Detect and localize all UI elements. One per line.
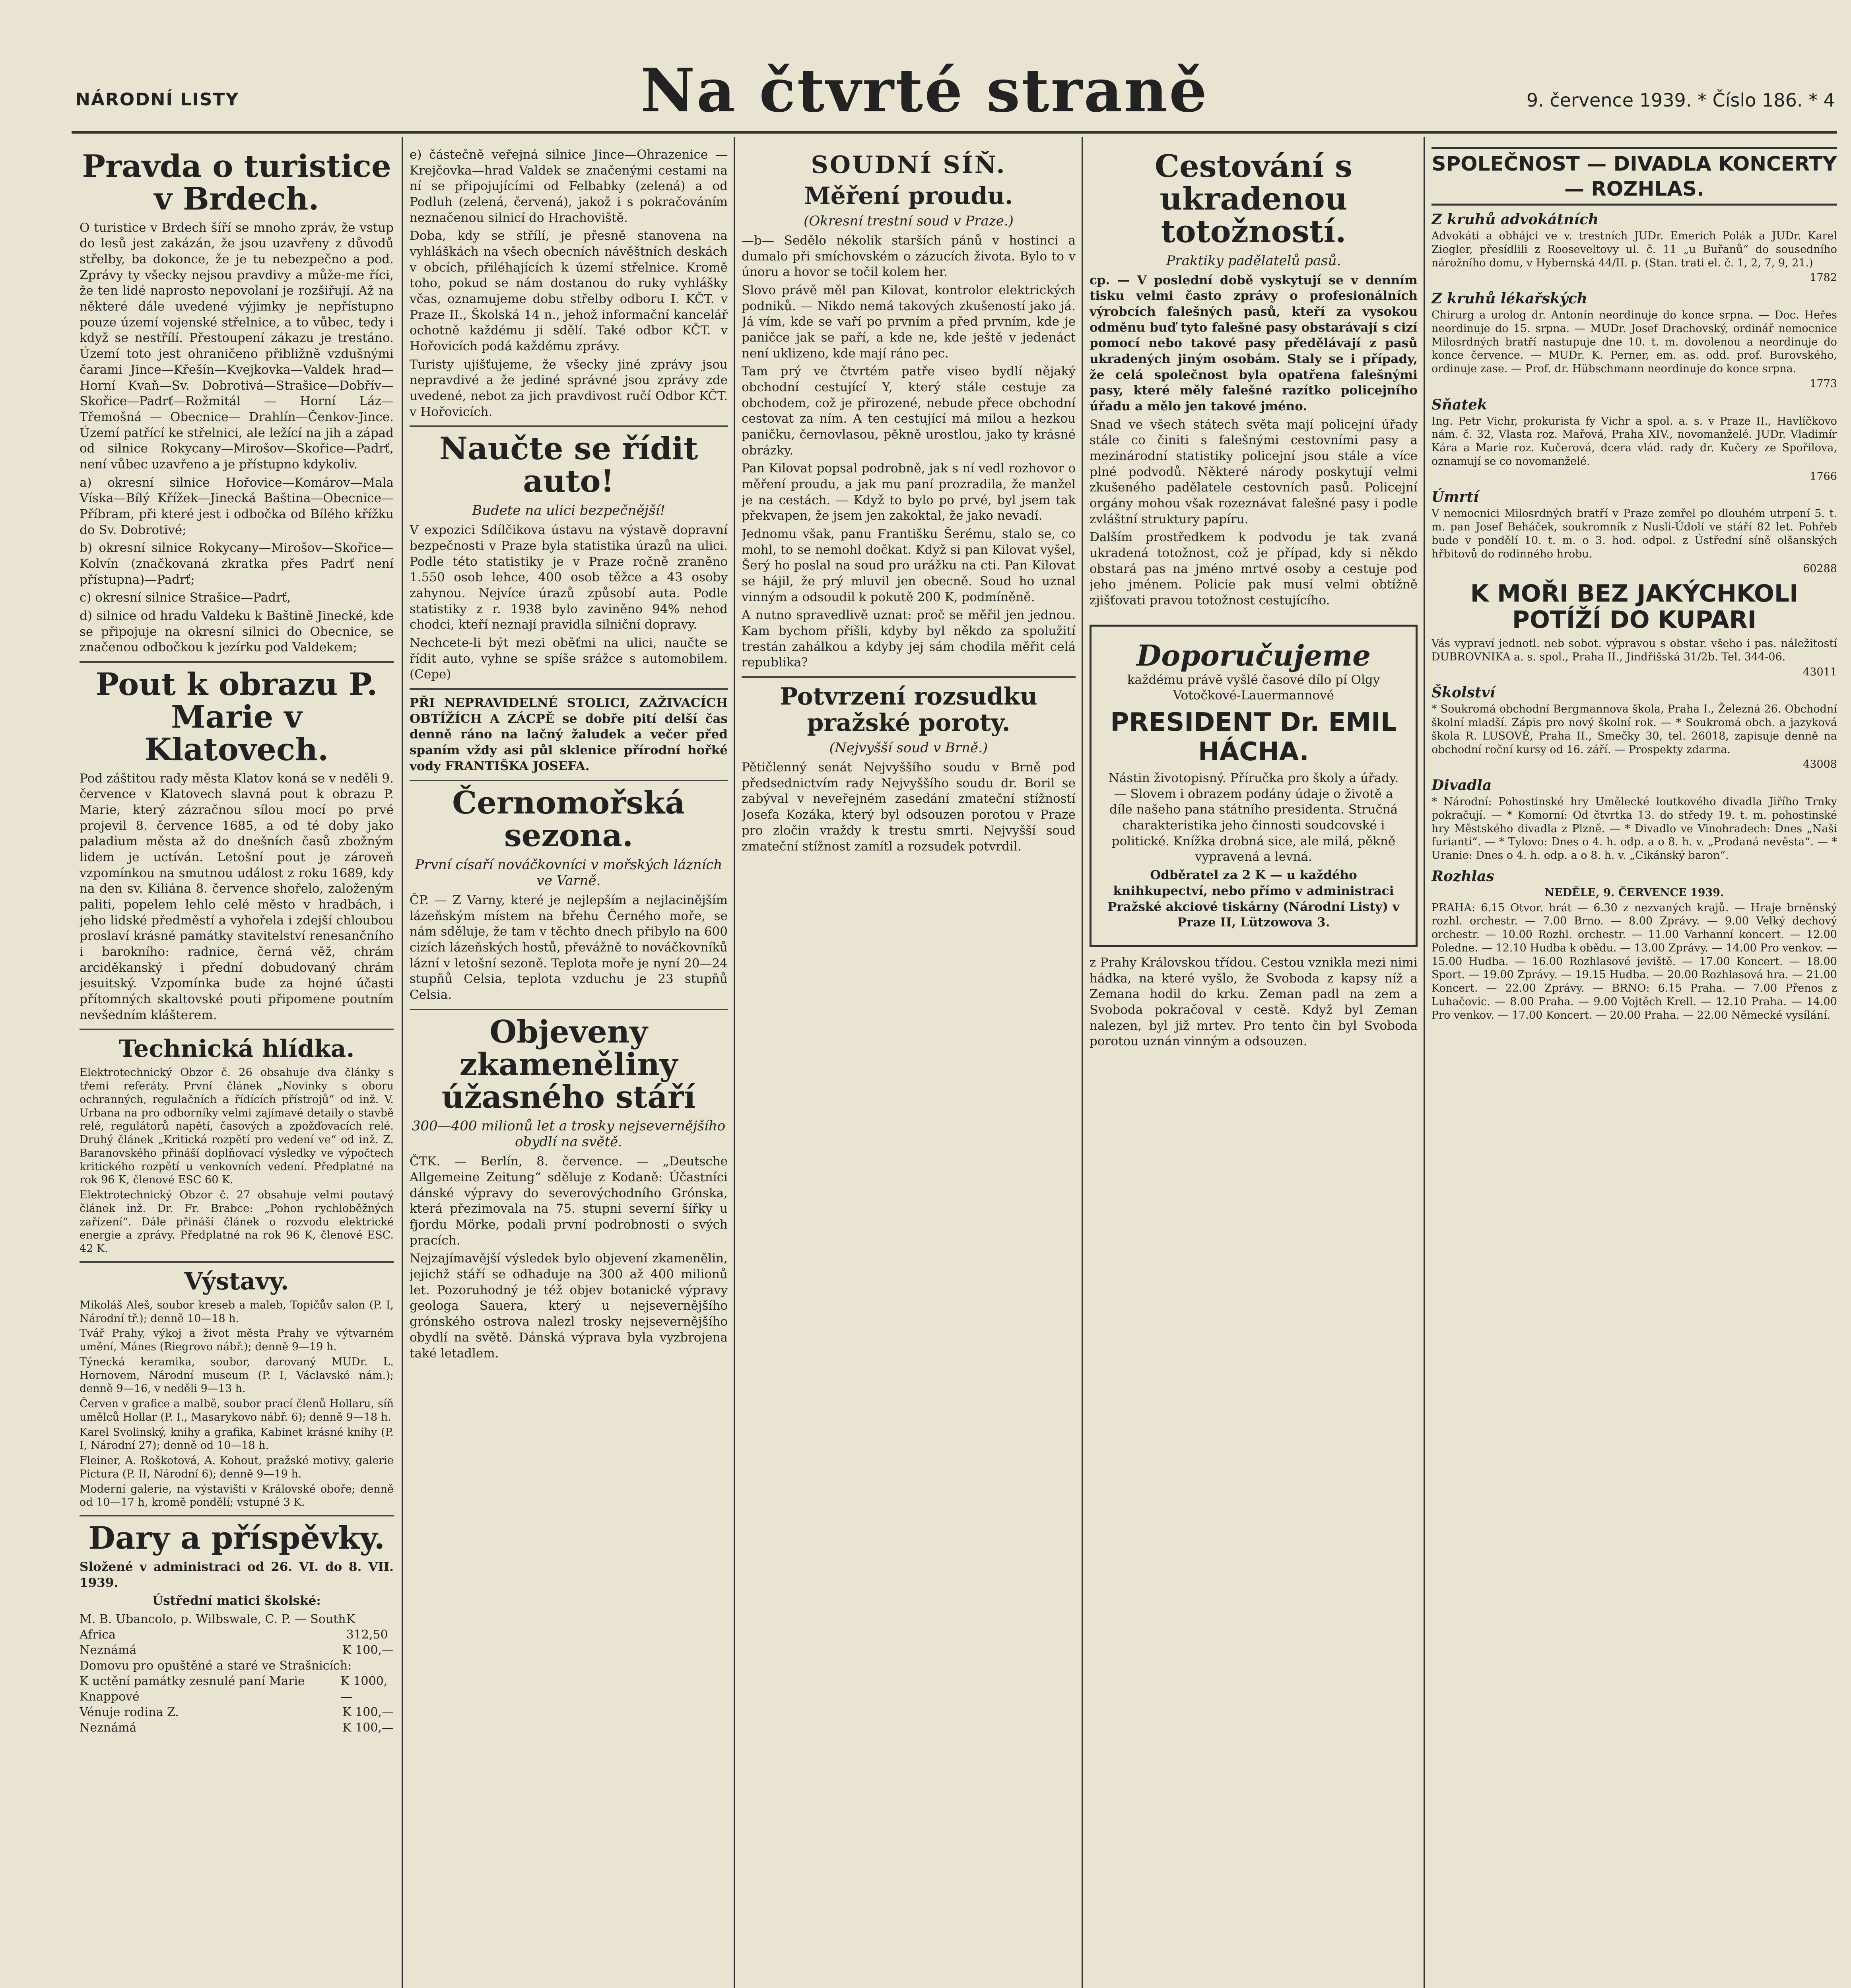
article-text: V expozici Sdílčikova ústavu na výstavě dopravní bezpečnosti v Praze byla statistika úrazů na ulici. Podle této statistiky je v Praze ročně zraněno 1.550 osob lehce, 400 osob těžce a 43 osoby zahynou. Nejvíce úrazů způsobí auta. Podle statistiky z r. 1938 bylo zaviněno 94% nehod chodci, kteří neznají pravidla silniční dopravy.: [410, 523, 728, 632]
article-text: Elektrotechnický Obzor č. 27 obsahuje velmi poutavý článek inž. Dr. Fr. Brabce: „Pohon rychloběžných zařízení“. Dále přináší článek o rozvodu elektrické energie a zprávy. Předplatné na rok 96 K, členové ESC. 42 K.: [80, 1189, 394, 1255]
column-5: [1431, 147, 1837, 1988]
article-text: Tam prý ve čtvrtém patře viseo bydlí nějaký obchodní cestující Y, který stále cestuje za obchodem, což je přirozené, nebude přece obchodní cestovat za ním. A ten cestující má milou a hezkou paničku, černovlasou, pěkně urostlou, jako ty krásné obrázky.: [742, 364, 1076, 458]
article-text: ČP. — Z Varny, které je nejlepším a nejlacinějším lázeňským místem na břehu Černého moře, se nám sděluje, že tam v těchto dnech přibylo na 600 cizích lázeňských hostů, převážně to nováčkovníků lázní v letošní sezoně. Teplota moře je nyní 20—24 stupňů Celsia, teplota vzduchu je 23 stupňů Celsia.: [410, 893, 728, 1002]
ad-text: každému právě vyšlé časové dílo pí Olgy Votočkové-Lauermannové: [1127, 672, 1380, 703]
article-text: z Prahy Královskou třídou. Cestou vznikla mezi nimi hádka, na které vyšlo, že Svoboda z kapsy níž a Zemana hodil do krku. Zeman padl na zem a Svoboda pokračoval v cestě. Když byl Zeman nalezen, byl již mrtev. Pro tento čin byl Svoboda porotou uznán vinným a odsouzen.: [1090, 955, 1418, 1049]
masthead-rule: [72, 131, 1837, 134]
article-subtitle: 300—400 milionů let a trosky nejsevernějšího obydlí na světě.: [412, 1118, 726, 1150]
article-text: V nemocnici Milosrdných bratří v Praze zemřel po dlouhém utrpení 5. t. m. pan Josef Beháček, soukromník z Nusli-Údolí ve stáří 82 let. Pohřeb bude v pondělí 10. t. m. o 3. hod. odpol. z Ústřední síně olšanských hřbitovů do rodinného hrobu.: [1431, 507, 1837, 560]
article-text: cp. — V poslední době vyskytují se v denním tisku velmi často zprávy o profesionálních výrobcích falešných pasů, kteří za vysokou odměnu buď tyto falešné pasy obstarávají s cizí pomocí nebo takové pasy předělávají z pasů ukradených jiným osobám. Staly se i případy, že celá společnost byla opatřena falešnými pasy, které měly falešné razítko policejního úřadu a mělo jen takové jméno.: [1090, 273, 1418, 414]
divider: [742, 676, 1076, 678]
divider: [410, 780, 728, 781]
ad-text: Nástin životopisný. Příručka pro školy a úřady. — Slovem i obrazem podány údaje o životě a díle našeho pana státního presidenta. Stručná charakteristika jeho činnosti soudcovské i politické. Knížka drobná sice, ale milá, pěkně vypravená a levná.: [1108, 771, 1399, 864]
article-subtitle: Budete na ulici bezpečnější!: [472, 503, 665, 519]
ad-number: 1766: [1810, 470, 1837, 483]
column-rule: [734, 137, 735, 1988]
book-advertisement: [1090, 625, 1418, 947]
article-text: Nejzajímavější výsledek bylo objevení zkamenělin, jejichž stáří se odhaduje na 300 až 400 milionů let. Pozoruhodný je též objev botanické výpravy geologa Sauera, který u nejsevernějšího grónského ostrova nalezl trosky nejsevernějšího obydlí na světě. Dánská výprava byla vyzbrojena také letadlem.: [410, 1251, 728, 1361]
article-title: Pravda o turistice v Brdech.: [82, 148, 391, 217]
ad-headline: PRESIDENT Dr. EMIL HÁCHA.: [1110, 708, 1397, 767]
article-text: Složené v administraci od 26. VI. do 8. VII. 1939.: [80, 1559, 394, 1590]
article-title: Dary a příspěvky.: [88, 1520, 385, 1557]
broadcast-program: PRAHA: 6.15 Otvor. hrát — 6.30 z nezvaných krajů. — Hraje brněnský rozhl. orchestr. — 7.00 Brno. — 8.00 Zprávy. — 9.00 Velký dechový orchestr. — 10.00 Rozhl. orchestr. — 11.00 Varhanní koncert. — 12.00 Poledne. — 12.10 Hudba k obědu. — 13.00 Zprávy. — 14.00 Pro venkov. — 15.00 Hudba. — 16.00 Rozhlasové jeviště. — 17.00 Koncert. — 18.00 Sport. — 19.00 Zprávy. — 19.15 Hudba. — 20.00 Rozhlasová hra. — 21.00 Koncert. — 22.00 Zprávy. — BRNO: 6.15 Praha. — 7.00 Přenos z Luhačovic. — 8.00 Praha. — 9.00 Vojtěch Krell. — 12.10 Praha. — 14.00 Pro venkov. — 17.00 Koncert. — 20.00 Praha. — 22.00 Německé vysílání.: [1431, 901, 1837, 1021]
table-row: M. B. Ubancolo, p. Wilbswale, C. P. — South Africa K 312,50: [80, 1612, 388, 1642]
ad-number: 1773: [1810, 377, 1837, 390]
article-text: d) silnice od hradu Valdeku k Baštině Jinecké, kde se připojuje na okresní silnici do Obecnice, se značenou odbočkou k jezírku pod Valdekem;: [80, 608, 394, 655]
table-row: K uctění památky zesnulé paní Marie Knappové K 1000,—: [80, 1674, 388, 1704]
article-title: Technická hlídka.: [118, 1035, 355, 1063]
table-row: Neznámá K 100,—: [80, 1721, 394, 1735]
article-text: c) okresní silnice Strašice—Padrť,: [80, 590, 291, 605]
article-text: Nechcete-li být mezi oběťmi na ulici, naučte se řídit auto, vyhne se spíše srážce s automobilem. (Cepe): [410, 635, 728, 682]
issue-info: 9. července 1939. * Číslo 186. * 4: [1526, 89, 1835, 111]
article-title: Výstavy.: [184, 1267, 289, 1295]
list-item: Tvář Prahy, výkoj a život města Prahy ve výtvarném umění, Mánes (Riegrovo nábř.); denně 9—19 h.: [80, 1327, 394, 1353]
list-item: Červen v grafice a malbě, soubor prací členů Hollaru, síň umělců Hollar (P. I., Masarykovo nábř. 6); denně 9—18 h.: [80, 1398, 394, 1423]
column-3: [742, 147, 1076, 1988]
article-text: * Národní: Pohostinské hry Umělecké loutkového divadla Jiřího Trnky pokračují. — * Komorní: Od čtvrtka 13. do středy 19. t. m. pohostinské hry Městského divadla z Plzně. — * Divadlo ve Vinohradech: Dnes „Naši furianti“. — * Tylovo: Dnes o 4. h. odp. a o 8. h. v. „Prodaná nevěsta“. — * Uranie: Dnes o 4. h. odp. a o 8. h. v. „Cikánský baron“.: [1431, 796, 1837, 862]
advertisement: PŘI NEPRAVIDELNÉ STOLICI, ZAŽIVACÍCH OBTÍŽÍCH A ZÁCPĚ se dobře pití delší čas denně ráno na lačný žaludek a večer před spaním vždy asi půl sklenice přírodní hořké vody FRANTIŠKA JOSEFA.: [410, 695, 728, 773]
column-rule: [1082, 137, 1083, 1988]
divider: [80, 1515, 394, 1516]
divider: [410, 425, 728, 427]
article-title: Cestování s ukradenou totožností.: [1155, 148, 1352, 250]
article-text: Advokáti a obhájci ve v. trestních JUDr. Emerich Polák a JUDr. Karel Ziegler, přesídlili z Rooseveltovy ul. č. 11 „u Buřanů“ do sousedního nárožního domu, v Hybernská 44/II. p. (Stan. trati el. č. 1, 2, 7, 9, 21.): [1431, 230, 1837, 269]
advertisement-title: K MOŘI BEZ JAKÝCHKOLI POTÍŽÍ DO KUPARI: [1470, 580, 1799, 634]
article-text: a) okresní silnice Hořovice—Komárov—Mala Víska—Bílý Křížek—Jinecká Baština—Obecnice—Příbram, při které jest i odbočka od Bílého křížku do Sv. Dobrotivé;: [80, 475, 394, 537]
article-text: Elektrotechnický Obzor č. 26 obsahuje dva články s třemi referáty. První článek „Novinky s oboru ochranných, regulačních a řídících přístrojů“ od inž. V. Urbana na pro odborníky velmi zajímavé detaily o stavbě relé, regulátorů napětí, časových a zpožďovacích relé. Druhý článek „Kritická rozpětí pro vedení ve“ od inž. Z. Baranovského přináší doplňovací výsledky ve výpočtech kritického rozpětí u venkovních vedení. Předplatné na rok 96 K, členové ESC 60 K.: [80, 1066, 394, 1186]
divider: [410, 1009, 728, 1010]
article-text: Jednomu však, panu Františku Šerému, stalo se, co mohl, to se nemohl dočkat. Když si pan Kilovat vyšel, Šerý ho poslal na soud pro urážku na cti. Pan Kilovat se hájil, že prý mluvil jen obecně. Soud ho uznal vinným a odsoudil k pokutě 200 K, podmíněně.: [742, 527, 1076, 604]
ad-text: Odběratel za 2 K — u každého knihkupectví, nebo přímo v administraci Pražské akciové tiskárny (Národní Listy) v Praze II, Lützowova 3.: [1107, 868, 1400, 930]
article-text: e) částečně veřejná silnice Jince—Ohrazenice —Krejčovka—hrad Valdek se značenými cestami na ní se připojujícími od Felbabky (zelená) a od Podluh (zelená, červená), jakož i s pokračováním neznačenou silnicí do Hrachoviště.: [410, 148, 728, 225]
article-subtitle: Ústřední matici školské:: [152, 1594, 321, 1608]
subsection-title: Úmrtí: [1431, 489, 1479, 506]
ad-title: Doporučujeme: [1136, 638, 1371, 672]
subsection-title: Školství: [1431, 684, 1496, 701]
ad-text: Vás vypraví jednotl. neb sobot. výpravou s obstar. všeho i pas. náležitostí DUBROVNIKA a. s. spol., Praha II., Jindřišská 31/2b. Tel. 344-06.: [1431, 637, 1837, 663]
article-subtitle: Praktiky padělatelů pasů.: [1166, 252, 1341, 269]
article-text: Chirurg a urolog dr. Antonín neordinuje do konce srpna. — Doc. Heřes neordinuje do 15. srpna. — MUDr. Josef Drachovský, ordinář nemocnice Milosrdných bratří nastupuje dne 10. t. m. dovolenou a neordinuje do konce července. — MUDr. K. Perner, em. as. odd. prof. Burovského, ordinuje zase. — Prof. dr. Hübschmann neordinuje do konce srpna.: [1431, 309, 1837, 375]
newspaper-name: NÁRODNÍ LISTY: [76, 89, 239, 110]
article-subtitle: (Nejvyšší soud v Brně.): [829, 740, 988, 756]
article-text: Slovo právě měl pan Kilovat, kontrolor elektrických podniků. — Nikdo nemá takových zkušeností jako já. Já vím, kde se vaří po prvním a před prvním, kde je paničce jak se paří, a kde ne, kde ještě v jedenáct není uklizeno, kde mají ráno pec.: [742, 283, 1076, 361]
subsection-title: Sňatek: [1431, 396, 1487, 413]
article-text: A nutno spravedlivě uznat: proč se měřil jen jednou. Kam bychom přišli, kdyby byl někdo za spolužití trestán zahálkou a kdyby jej sám chodila měřit celá republika?: [742, 608, 1076, 670]
article-subtitle: (Okresní trestní soud v Praze.): [804, 213, 1014, 229]
ad-number: 1782: [1810, 272, 1837, 284]
article-text: Pan Kilovat popsal podrobně, jak s ní vedl rozhovor o měření proudu, a jak mu paní prozradila, že manžel je na cestách. — Když to bylo po prvé, byl jsem tak překvapen, že jsem jen zakoktal, že jako nevadí.: [742, 461, 1076, 523]
list-item: Mikoláš Aleš, soubor kreseb a maleb, Topičův salon (P. I, Národní tř.); denně 10—18 h.: [80, 1299, 394, 1325]
article-text: Dalším prostředkem k podvodu je tak zvaná ukradená totožnost, což je případ, kdy si někdo obstará pas na jméno mrtvé osoby a cestuje pod jeho jménem. Policie pak musí velmi obtížně zjišťovati pravou totožnost cestujícího.: [1090, 530, 1418, 608]
article-text: ČTK. — Berlín, 8. července. — „Deutsche Allgemeine Zeitung“ sděluje z Kodaně: Účastníci dánské výpravy do severovýchodního Grónska, která přezimovala na 75. stupni severní šířky u fjordu Mörke, podali první podrobnosti o svých pracích.: [410, 1154, 728, 1248]
article-text: Doba, kdy se střílí, je přesně stanovena na vyhláškách na všech obecních návěštních deskách v obcích, přiléhajících k území střelnice. Kromě toho, pokud se nám dostanou do ruky vyhlášky včas, oznamujeme dobu střelby odboru I. KČT. v Praze II., Školská 14 n., jehož informační kancelář ochotně každému ji sdělí. Také odbor KČT. v Hořovicích podá každému zprávy.: [410, 229, 728, 354]
article-subtitle: První císaří nováčkovníci v mořských lázních ve Varně.: [415, 857, 723, 889]
article-text: Pětičlenný senát Nejvyššího soudu v Brně pod předsednictvím rady Nejvyššího soudu dr. Boril se zabýval v neveřejném zasedání zmateční stížností Josefa Kozáka, který byl odsouzen porotou v Praze pro zločin vraždy k trestu smrti. Nejvyšší soud zmateční stížnost zamítl a rozsudek potvrdil.: [742, 760, 1076, 854]
article-text: —b— Sedělo nékolik starších pánů v hostinci a dumalo při smíchovském o zázucích života. Bylo to v únoru a hovor se točil kolem her.: [742, 233, 1076, 280]
table-row: Vénuje rodina Z. K 100,—: [80, 1705, 394, 1719]
column-rule: [1424, 137, 1425, 1988]
page-title: Na čtvrté straně: [640, 56, 1209, 126]
table-row: Neznámá K 100,—: [80, 1643, 394, 1657]
list-item: Fleiner, A. Roškotová, A. Kohout, pražské motivy, galerie Pictura (P. II, Národní 6); denně 9—19 h.: [80, 1454, 394, 1480]
article-title: Potvrzení rozsudku pražské poroty.: [780, 683, 1037, 737]
column-4: [1090, 147, 1418, 1988]
divider: [80, 1261, 394, 1263]
article-title: Objeveny zkameněliny úžasného stáří: [441, 1013, 696, 1115]
column-rule: [402, 137, 403, 1988]
broadcast-date: NEDĚLE, 9. ČERVENCE 1939.: [1544, 886, 1724, 899]
divider: [80, 1029, 394, 1030]
ad-number: 43008: [1803, 758, 1837, 771]
article-text: b) okresní silnice Rokycany—Mirošov—Skořice—Kolvín (značkovaná zkratka přes Padrť není přístupna)—Padrť;: [80, 541, 394, 587]
article-title: Naučte se řídit auto!: [439, 431, 698, 500]
article-title: Pout k obrazu P. Marie v Klatovech.: [95, 666, 378, 768]
article-text: * Soukromá obchodní Bergmannova škola, Praha I., Železná 26. Obchodní školní mladší. Zápis pro nový školní rok. — * Soukromá obch. a jazyková škola R. LUSOVÉ, Praha II., Smečky 30, tel. 26018, zapisuje denně na obchodní roční kursy od 16. září. — Prospekty zdarma.: [1431, 703, 1837, 756]
ad-number: 60288: [1803, 563, 1837, 575]
subsection-title: Z kruhů advokátních: [1431, 211, 1599, 228]
list-item: Týnecká keramika, soubor, darovaný MUDr. L. Hornovem, Národní museum (P. I, Václavské nám.); denně 9—16, v neděli 9—13 h.: [80, 1355, 394, 1395]
article-text: Ing. Petr Vichr, prokurista fy Vichr a spol. a. s. v Praze II., Havlíčkovo nám. č. 32, Vlasta roz. Mařová, Praha XIV., novomanželé. JUDr. Vladimír Kára a Marie roz. Kučerová, dcera vlád. rady dr. Kučery ze Spořilova, oznamují se co novomanželé.: [1431, 415, 1837, 468]
article-title: Černomořská sezona.: [452, 785, 685, 854]
table-row: Domovu pro opuštěné a staré ve Strašnicích:: [80, 1659, 352, 1673]
list-item: Karel Svolinský, knihy a grafika, Kabinet krásné knihy (P. I, Národní 27); denně od 10—18 h.: [80, 1426, 394, 1452]
divider: [80, 661, 394, 663]
article-text: Pod záštitou rady města Klatov koná se v neděli 9. července v Klatovech slavná pout k obrazu P. Marie, který zázračnou sílou mocí po prvé projevil 8. července 1685, a od té doby jako paladium města až do dnešních časů zbožným lidem je uctíván. Letošní pout je zároveň vzpomínkou na smutnou událost z roku 1689, kdy na den sv. Kiliána 8. července shořelo, založeným paliti, popelem lehlo celé město v hradbách, i jeho lidské předměstí a vyhořela i zdejší chloubou proslaví krásné památky stavitelství renesančního i barokního: radnice, černá věž, chrám arciděkanský i přední dobudovaný chrám jesuitský. Vzpomínka bude za hojné účasti přítomných skaltovské pouti připomene poutním nevšedním klášterem.: [80, 771, 394, 1022]
article-title: Měření proudu.: [804, 182, 1013, 210]
article-text: Turisty ujišťujeme, že všecky jiné zprávy jsou nepravdivé a že jediné správné jsou zprávy zde uvedené, nebot za jich pravdivost ručí Odbor KČT. v Hořovicích.: [410, 357, 728, 419]
column-1: [80, 147, 394, 1988]
column-2: [410, 147, 728, 1988]
section-title: SPOLEČNOST — DIVADLA KONCERTY — ROZHLAS.: [1431, 147, 1837, 206]
ad-number: 43011: [1803, 666, 1837, 678]
subsection-title: Divadla: [1431, 777, 1492, 794]
subsection-title: Z kruhů lékařských: [1431, 290, 1587, 307]
section-title: SOUDNÍ SÍŇ.: [811, 151, 1006, 179]
article-text: Snad ve všech státech světa mají policejní úřady stále co činiti s falešnými cestovními pasy a mezinárodní statistiky policejní jsou stále a více plné podvodů. Některé národy poskytují velmi zkušeného padělatele cestovních pasů. Policejní orgány mohou však rozeznávat falešné pasy i podle zvláštní struktury papíru.: [1090, 417, 1418, 526]
article-text: O turistice v Brdech šíří se mnoho zpráv, že vstup do lesů jest zakázán, že jsou uzavřeny z důvodů střelby, ba dokonce, že je tu nebezpečno a pod. Zprávy ty všecky nejsou pravdivy a může-me říci, že ten lidé naprosto nepovolaní je rozšiřují. Až na některé dále uvedené výjimky je nepřístupno pouze území vojenské střelnice, a to vůbec, tedy i když se nestřílí. Přestoupení zákazu je trestáno. Území toto jest ohraničeno přibližně vzdušnými čarami Jince—Křešín—Kvejkovka—Valdek hrad—Horní Kvaň—Sv. Dobrotivá—Strašice—Dobřív—Skořice—Padrť—Rožmitál — Horní Láz—Třemošná — Obecnice— Drahlín—Čenkov-Jince. Území patřící ke střelnici, ale ležící na jih a západ od silnice Rokycany—Mirošov—Skořice—Padrť, není vůbec uzavřeno a je přístupno kdykoliv.: [80, 220, 394, 472]
list-item: Moderní galerie, na výstavišti v Královské oboře; denně od 10—17 h, kromě pondělí; vstupné 3 K.: [80, 1483, 394, 1509]
subsection-title: Rozhlas: [1431, 868, 1494, 885]
divider: [410, 688, 728, 690]
